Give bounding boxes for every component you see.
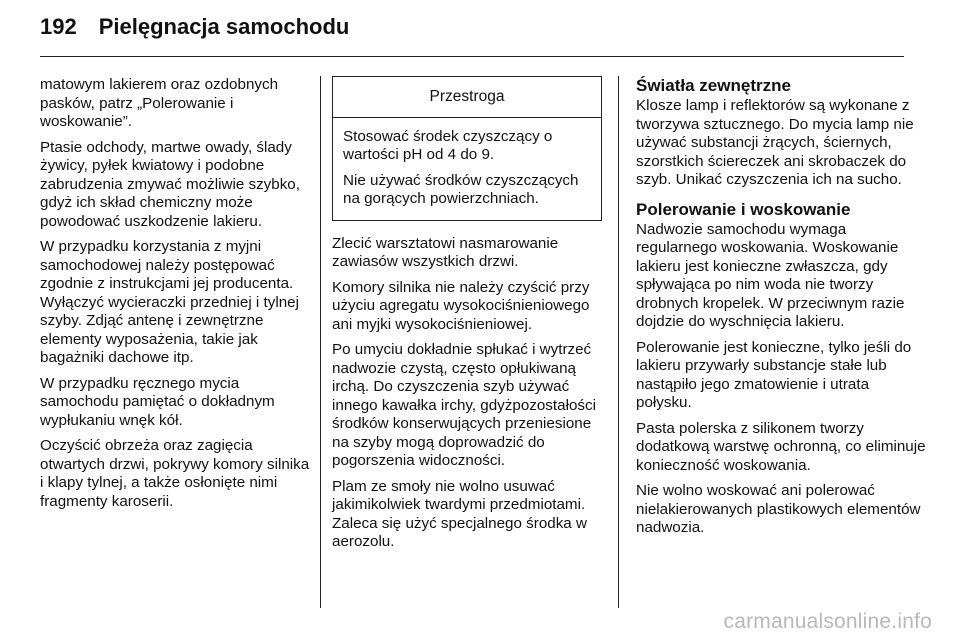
- paragraph: Po umyciu dokładnie spłukać i wytrzeć nadwozie czystą, często opłukiwaną irchą. Do czyszczenia szyb używać innego kawałka irchy, gdyżpozostałości środków konserwujących przeniesione na szyby mogą doprowadzić do pogorszenia widoczności.: [332, 341, 596, 469]
- paragraph: Ptasie odchody, martwe owady, ślady żywicy, pyłek kwiatowy i podobne zabrudzenia zmywać możliwie szybko, gdyż ich skład chemiczny może powodować uszkodzenie lakieru.: [40, 138, 300, 230]
- caution-box: [332, 76, 602, 221]
- paragraph: Plam ze smoły nie wolno usuwać jakimikolwiek twardymi przedmiotami. Zaleca się użyć specjalnego środka w aerozolu.: [332, 477, 587, 550]
- paragraph: Nadwozie samochodu wymaga regularnego woskowania. Woskowanie lakieru jest konieczne zwłaszcza, gdy spływająca po nim woda nie tworzy drobnych kropelek. W przeciwnym razie dojdzie do wyschnięcia lakieru.: [636, 220, 905, 330]
- paragraph: W przypadku korzystania z myjni samochodowej należy postępować zgodnie z instrukcjami jej producenta. Wyłączyć wycieraczki przedniej i tylnej szyby. Zdjąć antenę i zewnętrzne elementy wyposażenia, takie jak bagażniki dachowe itp.: [40, 238, 299, 366]
- caution-body: [333, 118, 601, 220]
- paragraph: W przypadku ręcznego mycia samochodu pamiętać o dokładnym wypłukaniu wnęk kół.: [40, 374, 275, 429]
- header-rule: [40, 56, 904, 57]
- watermark: carmanualsonline.info: [723, 610, 932, 633]
- column-divider: [320, 76, 321, 608]
- section-heading-exterior-lights: Światła zewnętrzne: [636, 76, 791, 95]
- column-middle: [332, 76, 602, 559]
- paragraph: Nie wolno woskować ani polerować nielakierowanych plastikowych elementów nadwozia.: [636, 482, 921, 536]
- paragraph: Klosze lamp i reflektorów są wykonane z tworzywa sztucznego. Do mycia lamp nie używać substancji żrących, ściernych, szorstkich ściereczek ani skrobaczek do szyb. Unikać czyszczenia ich na sucho.: [636, 97, 914, 188]
- paragraph: matowym lakierem oraz ozdobnych pasków, patrz „Polerowanie i woskowanie”.: [40, 76, 279, 130]
- page-header: [40, 14, 349, 50]
- section-heading-polishing: Polerowanie i woskowanie: [636, 199, 851, 219]
- paragraph: Zlecić warsztatowi nasmarowanie zawiasów wszystkich drzwi.: [332, 234, 559, 270]
- paragraph: Oczyścić obrzeża oraz zagięcia otwartych drzwi, pokrywy komory silnika i klapy tylnej, a także osłonięte nimi fragmenty karoserii.: [40, 437, 310, 510]
- column-right: [636, 76, 926, 545]
- paragraph: Polerowanie jest konieczne, tylko jeśli do lakieru przywarły substancje stałe lub nastąpiło jego zmatowienie i utrata połysku.: [636, 338, 912, 411]
- column-left: [40, 76, 310, 518]
- page-number: 192: [40, 14, 77, 39]
- caution-paragraph: Stosować środek czyszczący o wartości pH od 4 do 9.: [343, 127, 553, 163]
- caution-paragraph: Nie używać środków czyszczących na gorących powierzchniach.: [343, 171, 579, 207]
- column-divider: [618, 76, 619, 608]
- paragraph: Pasta polerska z silikonem tworzy dodatkową warstwę ochronną, co eliminuje konieczność woskowania.: [636, 419, 926, 474]
- caution-title: Przestroga: [333, 77, 601, 118]
- paragraph: Komory silnika nie należy czyścić przy użyciu agregatu wysokociśnieniowego ani myjki wysokociśnieniowej.: [332, 278, 590, 333]
- page-title: Pielęgnacja samochodu: [98, 14, 350, 39]
